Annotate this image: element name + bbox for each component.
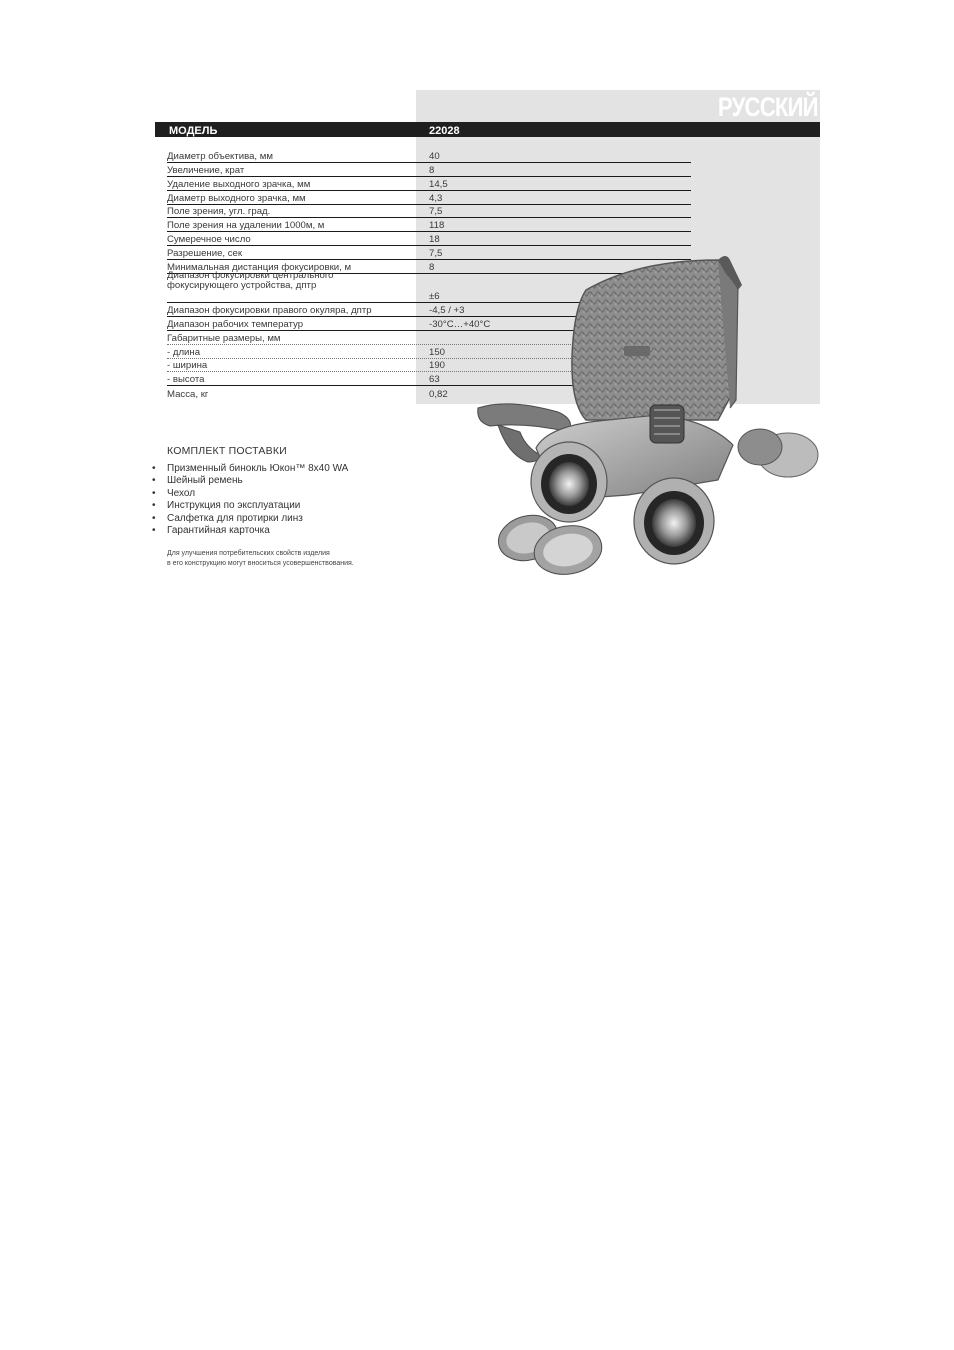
spec-label: Диапазон фокусировки центрального фокусирующего устройства, дптр bbox=[167, 270, 334, 292]
spec-value: 190 bbox=[429, 360, 446, 372]
spec-value: 4,3 bbox=[429, 192, 443, 204]
spec-value: 0,82 bbox=[429, 389, 448, 401]
model-label: МОДЕЛЬ bbox=[169, 125, 218, 137]
bullet-icon: • bbox=[152, 475, 156, 487]
spec-value: 118 bbox=[429, 220, 445, 232]
kit-item-label: Инструкция по эксплуатации bbox=[167, 500, 301, 512]
spec-value: 18 bbox=[429, 234, 440, 246]
spec-value: 14,5 bbox=[429, 178, 448, 190]
kit-item bbox=[152, 513, 348, 525]
spec-row bbox=[167, 205, 691, 219]
kit-item bbox=[152, 500, 348, 512]
spec-label: Диапазон фокусировки правого окуляра, дптр bbox=[167, 304, 372, 316]
spec-label: Разрешение, сек bbox=[167, 248, 243, 260]
spec-label: Увеличение, крат bbox=[167, 164, 245, 176]
spec-value: 8 bbox=[429, 164, 435, 176]
spec-label: - длина bbox=[167, 346, 201, 358]
bullet-icon: • bbox=[152, 463, 156, 474]
spec-value: 150 bbox=[429, 346, 446, 358]
model-value: 22028 bbox=[429, 125, 460, 137]
kit-item-label: Шейный ремень bbox=[167, 475, 243, 487]
spec-label: - высота bbox=[167, 374, 205, 386]
kit-item-label: Призменный бинокль Юкон™ 8х40 WA bbox=[167, 463, 349, 474]
spec-label: Удаление выходного зрачка, мм bbox=[167, 178, 311, 190]
spec-label: Минимальная дистанция фокусировки, м bbox=[167, 262, 352, 274]
spec-label: Поле зрения, угл. град. bbox=[167, 206, 271, 218]
kit-title: КОМПЛЕКТ ПОСТАВКИ bbox=[167, 445, 287, 457]
spec-label: Габаритные размеры, мм bbox=[167, 332, 281, 344]
improvement-note bbox=[167, 549, 354, 569]
spec-header-bar bbox=[155, 122, 820, 137]
kit-item-label: Гарантийная карточка bbox=[167, 525, 270, 537]
spec-value: 7,5 bbox=[429, 248, 443, 260]
kit-list bbox=[152, 463, 348, 537]
kit-item bbox=[152, 475, 348, 487]
note-line: Для улучшения потребительских свойств изделия bbox=[167, 550, 330, 557]
spec-label: Диаметр выходного зрачка, мм bbox=[167, 192, 306, 204]
spec-row bbox=[167, 191, 691, 205]
kit-item bbox=[152, 525, 348, 537]
bullet-icon: • bbox=[152, 487, 156, 499]
note-line: в его конструкцию могут вноситься усовершенствования. bbox=[167, 560, 354, 567]
kit-item-label: Салфетка для протирки линз bbox=[167, 512, 303, 524]
spec-row bbox=[167, 218, 691, 232]
spec-row bbox=[167, 163, 691, 177]
spec-value: -30°C…+40°C bbox=[429, 318, 491, 330]
spec-row bbox=[167, 232, 691, 246]
spec-value: 8 bbox=[429, 262, 435, 274]
kit-item-label: Чехол bbox=[167, 487, 196, 499]
spec-value: ±6 bbox=[429, 291, 440, 303]
spec-label: Поле зрения на удалении 1000м, м bbox=[167, 220, 325, 232]
spec-value: 40 bbox=[429, 150, 440, 162]
spec-value: 63 bbox=[429, 374, 440, 386]
spec-label: Диаметр объектива, мм bbox=[167, 150, 273, 162]
spec-label: Сумеречное число bbox=[167, 234, 251, 246]
carrying-case bbox=[572, 256, 742, 420]
lens-caps bbox=[493, 509, 605, 580]
spec-value: 7,5 bbox=[429, 206, 443, 218]
spec-row bbox=[167, 177, 691, 191]
bullet-icon: • bbox=[152, 512, 156, 524]
kit-item bbox=[152, 488, 348, 500]
kit-item bbox=[152, 463, 348, 475]
binoculars-kit-illustration bbox=[468, 250, 828, 580]
spec-label: Диапазон рабочих температур bbox=[167, 318, 304, 330]
spec-row bbox=[167, 149, 691, 163]
spec-value: -4,5 / +3 bbox=[429, 304, 465, 316]
bullet-icon: • bbox=[152, 500, 156, 512]
bullet-icon: • bbox=[152, 525, 156, 537]
spec-label: Масса, кг bbox=[167, 389, 209, 401]
spec-label: - ширина bbox=[167, 360, 208, 372]
language-label: РУССКИЙ bbox=[718, 92, 818, 122]
